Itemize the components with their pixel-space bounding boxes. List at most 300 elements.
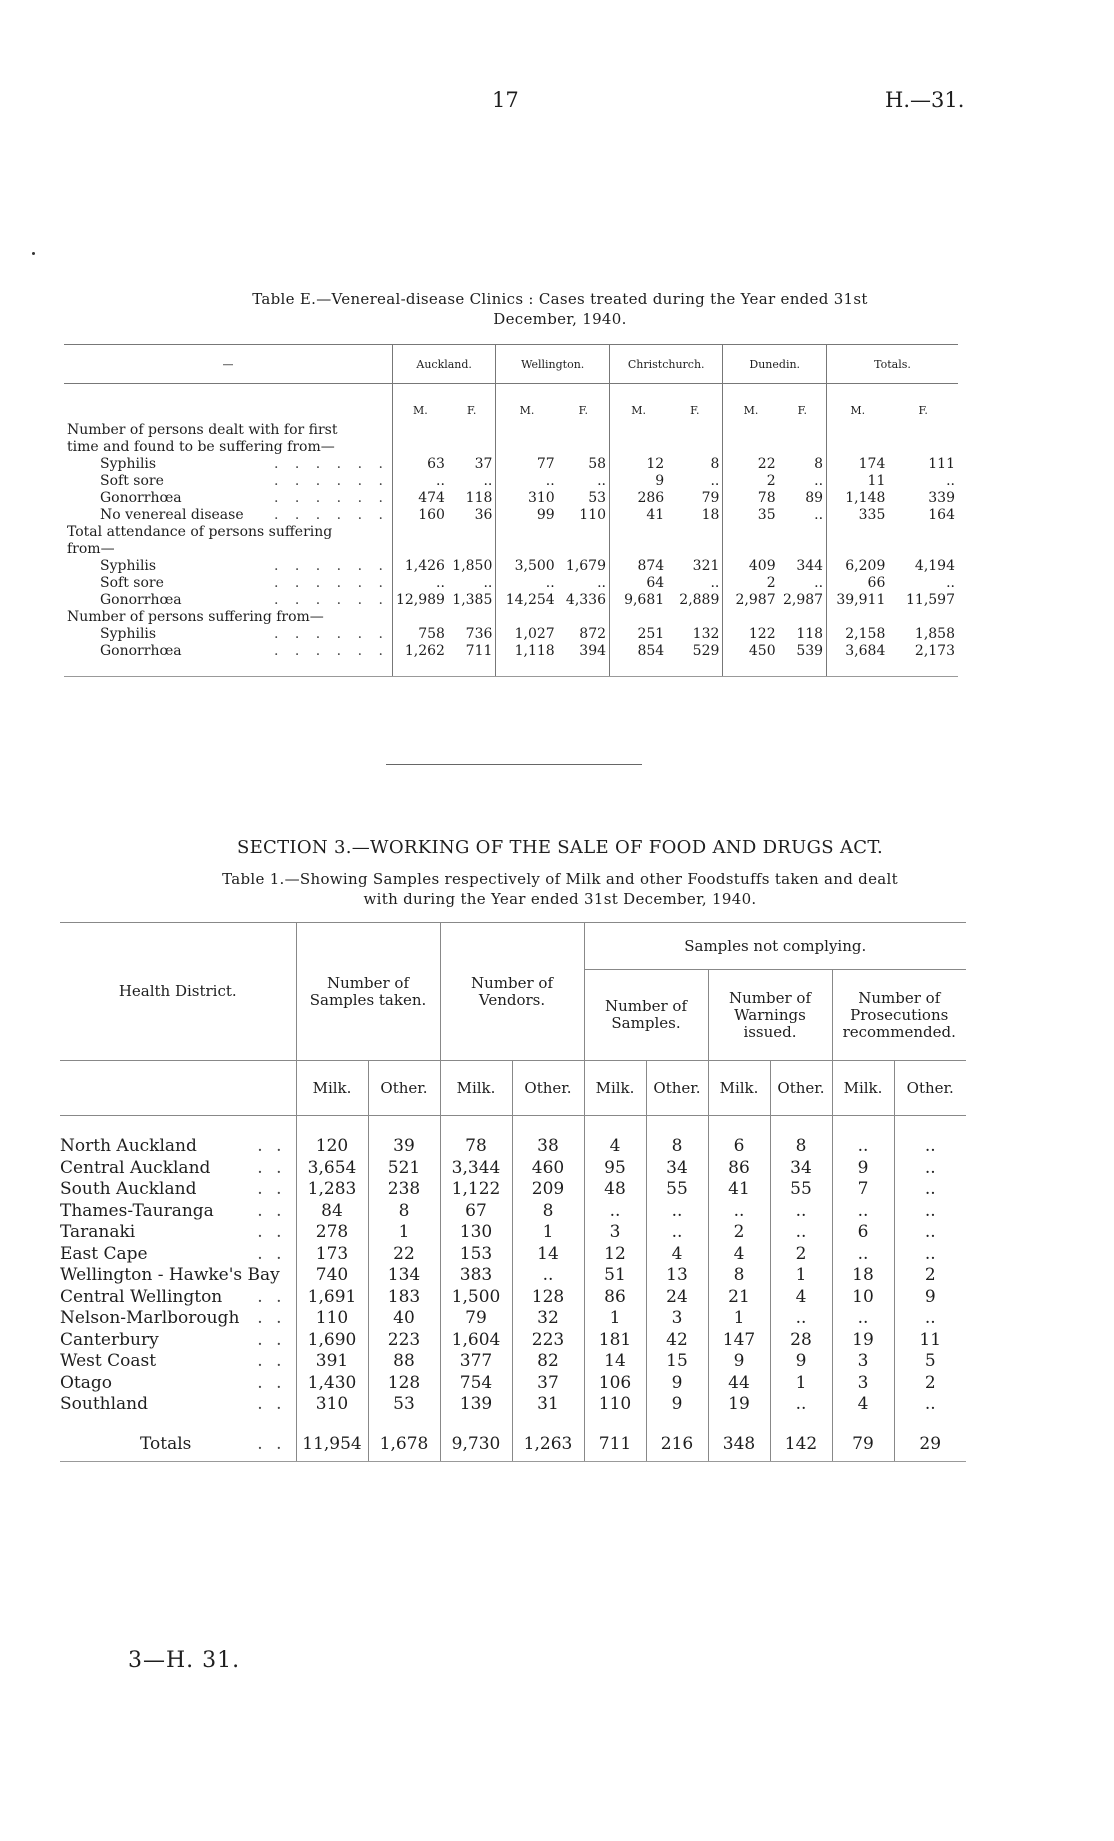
table-1-cell: 521 bbox=[368, 1158, 440, 1180]
table-e-cell: 409 bbox=[723, 558, 779, 575]
table-e-cell bbox=[667, 422, 723, 439]
table-1-cell: 9 bbox=[646, 1373, 708, 1395]
table-1-cell: 223 bbox=[368, 1330, 440, 1352]
table-1-cell: 5 bbox=[894, 1351, 966, 1373]
milk-header: Milk. bbox=[296, 1061, 368, 1116]
table-e-cell: 4,194 bbox=[914, 558, 955, 574]
health-district-header: Health District. bbox=[60, 923, 296, 1061]
table-e-row bbox=[64, 575, 958, 592]
table-e-cell: 64 bbox=[610, 575, 668, 592]
table-1-cell: 1 bbox=[770, 1373, 832, 1395]
table-1-cell: 128 bbox=[368, 1373, 440, 1395]
table-e-row bbox=[64, 643, 958, 677]
health-district-name bbox=[60, 1394, 296, 1416]
row-label-text: time and found to be suffering from— bbox=[67, 439, 335, 455]
table-1-cell: 1,690 bbox=[296, 1330, 368, 1352]
table-e-row bbox=[64, 541, 958, 558]
table-e-cell: 18 bbox=[701, 507, 720, 523]
table-e-cell: 394 bbox=[558, 643, 610, 677]
table-1-cell: 41 bbox=[708, 1179, 770, 1201]
table-1-cell: 10 bbox=[832, 1287, 894, 1309]
number-of-samples-header: Number of Samples. bbox=[584, 970, 708, 1061]
table-1-cell: .. bbox=[646, 1222, 708, 1244]
totals-cell: 79 bbox=[832, 1416, 894, 1462]
table-e-cell: 37 bbox=[474, 456, 493, 472]
section-divider bbox=[386, 764, 642, 765]
table-e-cell: 1,858 bbox=[914, 626, 955, 642]
row-label bbox=[64, 422, 392, 439]
table-1-row bbox=[60, 1330, 966, 1352]
table-1-cell: .. bbox=[894, 1394, 966, 1416]
district-label: South Auckland bbox=[60, 1179, 197, 1199]
district-label: Southland bbox=[60, 1394, 149, 1414]
table-1-cell: 48 bbox=[584, 1179, 646, 1201]
table-e-cell: 1,426 bbox=[392, 558, 448, 575]
table-e-cell bbox=[610, 609, 668, 626]
table-e-row bbox=[64, 626, 958, 643]
table-e-cell: .. bbox=[496, 473, 558, 490]
table-e-cell bbox=[558, 609, 610, 626]
dot-leader: . . bbox=[257, 1286, 286, 1307]
table-e-cell bbox=[558, 541, 610, 558]
table-1-cell: 51 bbox=[584, 1265, 646, 1287]
table-e-cell: 118 bbox=[796, 626, 824, 642]
table-1-title-line2: with during the Year ended 31st December, 1940. bbox=[363, 890, 757, 908]
table-e-cell: .. bbox=[946, 575, 955, 591]
footer-code: 3—H. 31. bbox=[128, 1648, 241, 1673]
table-1-cell: 740 bbox=[296, 1265, 368, 1287]
district-label: Taranaki bbox=[60, 1222, 136, 1242]
table-1-cell: 8 bbox=[368, 1201, 440, 1223]
table-1-cell: 130 bbox=[440, 1222, 512, 1244]
health-district-name bbox=[60, 1116, 296, 1158]
table-e-cell: .. bbox=[814, 575, 824, 591]
health-district-name bbox=[60, 1308, 296, 1330]
table-1-cell: 153 bbox=[440, 1244, 512, 1266]
section-title: SECTION 3.—WORKING OF THE SALE OF FOOD AND DRUGS ACT. bbox=[236, 837, 884, 858]
health-district-name bbox=[60, 1351, 296, 1373]
table-1-cell: 1,500 bbox=[440, 1287, 512, 1309]
page-number: 17 bbox=[492, 88, 519, 112]
table-e-cell bbox=[723, 422, 779, 439]
table-e-cell bbox=[827, 524, 889, 541]
table-e-title-line1: Table E.—Venereal-disease Clinics : Cases treated during the Year ended 31st bbox=[252, 290, 868, 308]
table-1 bbox=[60, 922, 966, 1462]
table-e-cell bbox=[827, 541, 889, 558]
dot-leader: . . . . . . bbox=[273, 575, 389, 591]
table-1-cell: 15 bbox=[646, 1351, 708, 1373]
m-header: M. bbox=[610, 384, 668, 423]
other-header: Other. bbox=[646, 1061, 708, 1116]
samples-not-complying-header: Samples not complying. bbox=[584, 923, 966, 970]
row-label bbox=[64, 507, 392, 524]
table-e-row bbox=[64, 524, 958, 541]
row-label bbox=[64, 609, 392, 626]
f-header: F. bbox=[578, 403, 589, 417]
table-e-row bbox=[64, 422, 958, 439]
table-1-cell: 383 bbox=[440, 1265, 512, 1287]
totals-cell: 11,954 bbox=[296, 1416, 368, 1462]
table-e-cell bbox=[723, 439, 779, 456]
row-label-text: Gonorrhœa bbox=[100, 592, 182, 608]
table-1-cell: 78 bbox=[440, 1116, 512, 1158]
table-1-cell: 209 bbox=[512, 1179, 584, 1201]
row-label-text: Gonorrhœa bbox=[100, 490, 182, 506]
district-label: Central Auckland bbox=[60, 1157, 211, 1178]
dot-leader: . . . . . . bbox=[273, 592, 389, 608]
table-e-title-line2: December, 1940. bbox=[493, 310, 627, 328]
table-e-cell: .. bbox=[814, 507, 824, 523]
table-e-row bbox=[64, 609, 958, 626]
table-1-cell: 22 bbox=[368, 1244, 440, 1266]
table-e-cell: 8 bbox=[710, 456, 720, 472]
table-e-cell: 286 bbox=[610, 490, 668, 507]
table-e-cell bbox=[496, 609, 558, 626]
table-1-cell: 24 bbox=[646, 1287, 708, 1309]
totals-cell: 348 bbox=[708, 1416, 770, 1462]
table-1-cell: 120 bbox=[296, 1116, 368, 1158]
table-e-cell: 344 bbox=[796, 558, 824, 574]
table-e-cell: 9 bbox=[610, 473, 668, 490]
table-1-row bbox=[60, 1351, 966, 1373]
table-e-cell: 4,336 bbox=[565, 592, 607, 608]
table-1-cell: 12 bbox=[584, 1244, 646, 1266]
m-header: M. bbox=[392, 384, 448, 423]
dot-leader: . . bbox=[257, 1157, 286, 1178]
table-e-cell: 79 bbox=[701, 490, 720, 506]
table-e-cell: 1,850 bbox=[452, 558, 493, 574]
row-label bbox=[64, 524, 392, 541]
table-e-cell: 9,681 bbox=[610, 592, 668, 609]
table-1-cell: .. bbox=[894, 1308, 966, 1330]
samples-taken-header: Number of Samples taken. bbox=[296, 923, 440, 1061]
table-e-cell bbox=[667, 524, 723, 541]
district-label: Otago bbox=[60, 1372, 113, 1393]
row-label-text: Soft sore bbox=[100, 575, 164, 591]
table-1-cell: 3 bbox=[832, 1373, 894, 1395]
table-e-cell: 3,500 bbox=[496, 558, 558, 575]
table-1-cell: 134 bbox=[368, 1265, 440, 1287]
totals-row bbox=[60, 1416, 966, 1462]
table-e-cell: 11,597 bbox=[906, 592, 955, 608]
table-1-cell: 38 bbox=[512, 1116, 584, 1158]
table-1-cell: 6 bbox=[708, 1116, 770, 1158]
table-1-cell: 14 bbox=[584, 1351, 646, 1373]
health-district-name bbox=[60, 1179, 296, 1201]
table-e-stub-header: — bbox=[64, 345, 392, 384]
dot-leader: . . bbox=[257, 1222, 286, 1242]
table-e-cell: .. bbox=[597, 575, 607, 591]
health-district-name bbox=[60, 1244, 296, 1266]
table-e-cell bbox=[610, 541, 668, 558]
table-e-row bbox=[64, 490, 958, 507]
table-1-cell: 139 bbox=[440, 1394, 512, 1416]
table-1-cell: 1 bbox=[708, 1308, 770, 1330]
table-e-cell bbox=[723, 541, 779, 558]
table-1-cell: 4 bbox=[770, 1287, 832, 1309]
table-e-cell: .. bbox=[710, 473, 720, 489]
table-e-cell: 872 bbox=[579, 626, 607, 642]
warnings-issued-header: Number of Warnings issued. bbox=[708, 970, 832, 1061]
table-1-cell: .. bbox=[894, 1201, 966, 1223]
table-1-cell: 42 bbox=[646, 1330, 708, 1352]
table-e-cell: .. bbox=[814, 473, 824, 489]
table-1-row bbox=[60, 1394, 966, 1416]
row-label bbox=[64, 626, 392, 643]
table-1-cell: 21 bbox=[708, 1287, 770, 1309]
table-e-cell: 8 bbox=[814, 456, 824, 472]
table-1-cell: 34 bbox=[646, 1158, 708, 1180]
table-1-cell: 754 bbox=[440, 1373, 512, 1395]
table-e-cell: 539 bbox=[779, 643, 827, 677]
table-e-cell bbox=[888, 524, 958, 541]
table-1-cell: 106 bbox=[584, 1373, 646, 1395]
table-e-cell: 450 bbox=[723, 643, 779, 677]
table-e-cell: 118 bbox=[465, 490, 493, 506]
table-1-row bbox=[60, 1179, 966, 1201]
totals-cell: 1,263 bbox=[512, 1416, 584, 1462]
table-e-cell: 132 bbox=[692, 626, 720, 642]
table-1-title bbox=[60, 869, 1060, 909]
table-e-cell: 12 bbox=[610, 456, 668, 473]
table-e-cell: 310 bbox=[496, 490, 558, 507]
vendors-header: Number of Vendors. bbox=[440, 923, 584, 1061]
table-e-row bbox=[64, 456, 958, 473]
totals-cell: 29 bbox=[894, 1416, 966, 1462]
table-e-row bbox=[64, 558, 958, 575]
table-e-cell: 36 bbox=[474, 507, 493, 523]
table-1-cell: .. bbox=[770, 1394, 832, 1416]
table-1-cell: 3,344 bbox=[440, 1158, 512, 1180]
table-e-cell: 63 bbox=[392, 456, 448, 473]
health-district-name bbox=[60, 1158, 296, 1180]
table-e-cell: .. bbox=[597, 473, 607, 489]
table-1-cell: 173 bbox=[296, 1244, 368, 1266]
row-label-text: from— bbox=[67, 541, 115, 557]
table-1-cell: 1 bbox=[584, 1308, 646, 1330]
table-e-cell: 335 bbox=[827, 507, 889, 524]
table-e-group-header: Totals. bbox=[827, 345, 958, 384]
dot-leader: . . bbox=[257, 1179, 286, 1199]
table-1-cell: 2 bbox=[894, 1373, 966, 1395]
row-label-text: Syphilis bbox=[100, 456, 157, 472]
table-1-cell: 9 bbox=[894, 1287, 966, 1309]
table-1-cell: 147 bbox=[708, 1330, 770, 1352]
row-label bbox=[64, 473, 392, 490]
table-1-cell: 310 bbox=[296, 1394, 368, 1416]
row-label bbox=[64, 643, 392, 677]
dot-leader: . . bbox=[257, 1200, 286, 1221]
stray-mark bbox=[32, 252, 35, 255]
table-e-cell: 2,158 bbox=[827, 626, 889, 643]
table-1-cell: 9 bbox=[646, 1394, 708, 1416]
table-1-title-line1: Table 1.—Showing Samples respectively of Milk and other Foodstuffs taken and dealt bbox=[222, 870, 898, 888]
table-e-cell bbox=[496, 422, 558, 439]
district-label: Thames-Tauranga bbox=[60, 1200, 214, 1221]
table-e-cell bbox=[448, 609, 496, 626]
table-e-cell: 2,173 bbox=[888, 643, 958, 677]
f-header: F. bbox=[690, 403, 700, 417]
table-1-cell: 278 bbox=[296, 1222, 368, 1244]
table-1-cell: 95 bbox=[584, 1158, 646, 1180]
table-e-cell bbox=[392, 439, 448, 456]
totals-label bbox=[60, 1416, 296, 1462]
table-1-cell: 9 bbox=[708, 1351, 770, 1373]
table-1-cell: 1 bbox=[368, 1222, 440, 1244]
table-e-cell: 321 bbox=[692, 558, 720, 574]
table-e-cell: 174 bbox=[827, 456, 889, 473]
table-e-cell: .. bbox=[483, 473, 493, 489]
table-e-cell: 1,679 bbox=[565, 558, 607, 574]
table-1-cell: 2 bbox=[708, 1222, 770, 1244]
dot-leader: . . bbox=[257, 1372, 286, 1393]
m-header: M. bbox=[827, 384, 889, 423]
row-label-text: Soft sore bbox=[100, 473, 164, 489]
other-header: Other. bbox=[512, 1061, 584, 1116]
table-e-cell: 122 bbox=[723, 626, 779, 643]
row-label-text: Number of persons dealt with for first bbox=[67, 422, 338, 438]
table-1-cell: 110 bbox=[296, 1308, 368, 1330]
table-1-cell: 84 bbox=[296, 1201, 368, 1223]
table-1-cell: 53 bbox=[368, 1394, 440, 1416]
dot-leader: . . . . . . bbox=[273, 643, 389, 659]
table-1-row bbox=[60, 1265, 966, 1287]
f-header: F. bbox=[466, 403, 477, 417]
table-e-cell bbox=[827, 422, 889, 439]
table-1-cell: 1,283 bbox=[296, 1179, 368, 1201]
totals-cell: 1,678 bbox=[368, 1416, 440, 1462]
totals-label-text: Totals bbox=[140, 1433, 192, 1454]
table-1-cell: 3 bbox=[584, 1222, 646, 1244]
table-e-cell bbox=[667, 609, 723, 626]
health-district-name bbox=[60, 1201, 296, 1223]
table-1-cell: .. bbox=[894, 1244, 966, 1266]
table-e bbox=[64, 344, 958, 677]
table-e-cell bbox=[667, 541, 723, 558]
table-e-cell: 1,385 bbox=[452, 592, 493, 608]
table-1-cell: 13 bbox=[646, 1265, 708, 1287]
table-e-cell: 2,889 bbox=[679, 592, 720, 608]
table-1-cell: 110 bbox=[584, 1394, 646, 1416]
table-1-cell: 3 bbox=[646, 1308, 708, 1330]
table-e-cell bbox=[558, 439, 610, 456]
table-1-cell: 8 bbox=[708, 1265, 770, 1287]
table-1-cell: 3 bbox=[832, 1351, 894, 1373]
table-e-cell bbox=[448, 439, 496, 456]
table-e-cell: 339 bbox=[928, 490, 955, 506]
table-e-cell bbox=[558, 422, 610, 439]
table-e-group-header: Wellington. bbox=[496, 345, 610, 384]
table-1-cell: 181 bbox=[584, 1330, 646, 1352]
table-1-cell: 86 bbox=[708, 1158, 770, 1180]
table-1-row bbox=[60, 1222, 966, 1244]
table-1-cell: .. bbox=[708, 1201, 770, 1223]
table-1-cell: .. bbox=[832, 1244, 894, 1266]
table-e-cell: 2,987 bbox=[782, 592, 824, 608]
table-1-cell: 4 bbox=[646, 1244, 708, 1266]
dot-leader: . . bbox=[257, 1136, 286, 1156]
table-e-group-header: Christchurch. bbox=[610, 345, 723, 384]
table-e-cell bbox=[888, 439, 958, 456]
table-e-row bbox=[64, 592, 958, 609]
dot-leader: . . bbox=[257, 1243, 286, 1264]
table-1-cell: 238 bbox=[368, 1179, 440, 1201]
table-e-group-header: Auckland. bbox=[392, 345, 495, 384]
milk-header: Milk. bbox=[440, 1061, 512, 1116]
dot-leader: . . . . . . bbox=[273, 456, 389, 472]
milk-header: Milk. bbox=[584, 1061, 646, 1116]
dot-leader: . . . . . . bbox=[273, 558, 389, 574]
row-label-text: Syphilis bbox=[100, 558, 157, 574]
table-e-cell: .. bbox=[392, 575, 448, 592]
table-1-cell: 4 bbox=[832, 1394, 894, 1416]
table-1-row bbox=[60, 1287, 966, 1309]
table-e-cell bbox=[667, 439, 723, 456]
table-e-cell: 474 bbox=[392, 490, 448, 507]
table-e-cell bbox=[779, 524, 827, 541]
table-1-row bbox=[60, 1201, 966, 1223]
health-district-name bbox=[60, 1373, 296, 1395]
table-1-cell: 79 bbox=[440, 1308, 512, 1330]
table-1-cell: .. bbox=[770, 1222, 832, 1244]
totals-cell: 216 bbox=[646, 1416, 708, 1462]
table-1-cell: 19 bbox=[708, 1394, 770, 1416]
table-e-cell: 58 bbox=[588, 456, 607, 472]
dot-leader: . . bbox=[257, 1351, 286, 1371]
row-label-text: No venereal disease bbox=[100, 507, 244, 523]
table-1-cell: .. bbox=[770, 1308, 832, 1330]
district-label: Nelson-Marlborough bbox=[60, 1308, 240, 1328]
table-e-cell: 6,209 bbox=[827, 558, 889, 575]
other-header: Other. bbox=[894, 1061, 966, 1116]
table-e-cell bbox=[496, 524, 558, 541]
table-e-cell bbox=[723, 609, 779, 626]
table-1-cell: 1,430 bbox=[296, 1373, 368, 1395]
table-1-cell: 37 bbox=[512, 1373, 584, 1395]
dot-leader: . . bbox=[257, 1308, 286, 1328]
totals-cell: 9,730 bbox=[440, 1416, 512, 1462]
table-1-cell: 28 bbox=[770, 1330, 832, 1352]
table-e-cell bbox=[779, 541, 827, 558]
table-1-cell: 67 bbox=[440, 1201, 512, 1223]
table-e-cell: 160 bbox=[392, 507, 448, 524]
table-1-cell: .. bbox=[832, 1116, 894, 1158]
table-e-cell: 874 bbox=[610, 558, 668, 575]
table-1-cell: 1,691 bbox=[296, 1287, 368, 1309]
table-1-cell: 1,122 bbox=[440, 1179, 512, 1201]
table-1-cell: 55 bbox=[770, 1179, 832, 1201]
dot-leader: . . bbox=[257, 1329, 286, 1350]
table-e-cell bbox=[723, 524, 779, 541]
table-1-cell: .. bbox=[894, 1179, 966, 1201]
table-1-cell: 377 bbox=[440, 1351, 512, 1373]
table-1-cell: 34 bbox=[770, 1158, 832, 1180]
row-label bbox=[64, 541, 392, 558]
table-e-cell bbox=[779, 422, 827, 439]
table-1-cell: 3,654 bbox=[296, 1158, 368, 1180]
table-e-cell: 39,911 bbox=[827, 592, 889, 609]
table-e-cell: .. bbox=[496, 575, 558, 592]
table-e-cell bbox=[392, 541, 448, 558]
dot-leader: . . . . . . bbox=[273, 626, 389, 642]
table-1-row bbox=[60, 1116, 966, 1158]
f-header: F. bbox=[918, 403, 928, 417]
table-1-cell: 8 bbox=[646, 1116, 708, 1158]
table-e-cell: 66 bbox=[827, 575, 889, 592]
table-e-cell: 711 bbox=[448, 643, 496, 677]
table-1-cell: 44 bbox=[708, 1373, 770, 1395]
table-1-cell: 88 bbox=[368, 1351, 440, 1373]
